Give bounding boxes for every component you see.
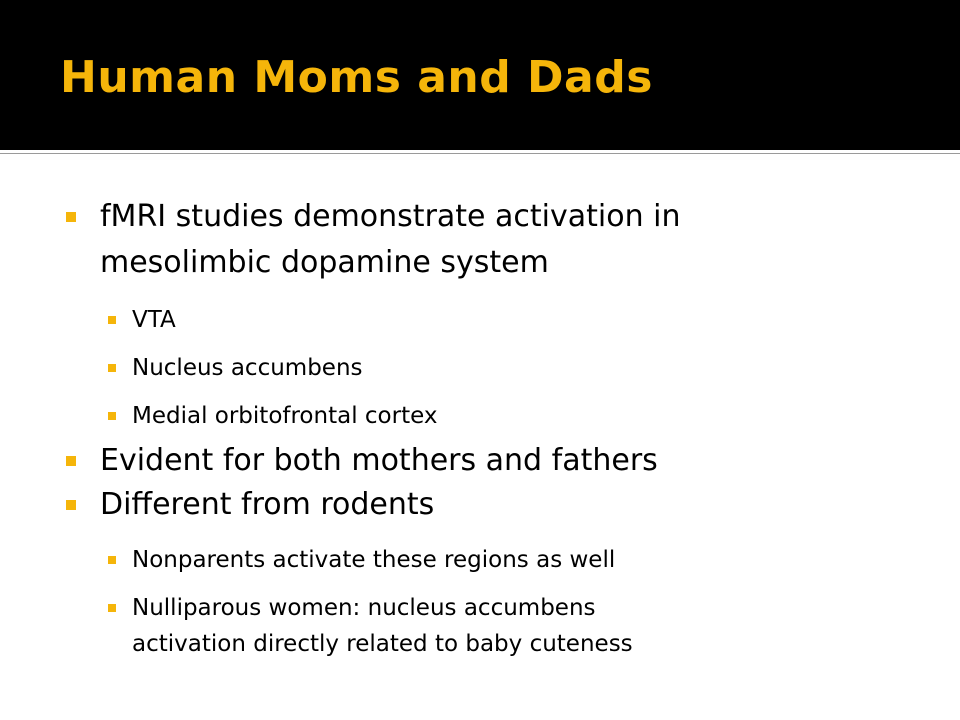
bullet-square-icon <box>66 456 76 466</box>
bullet-text-line: mesolimbic dopamine system <box>100 245 549 280</box>
bullet-text-line: Evident for both mothers and fathers <box>100 443 658 478</box>
bullet-text-line: Different from rodents <box>100 487 435 522</box>
bullet-text-line: Nucleus accumbens <box>132 355 363 381</box>
bullet-square-icon <box>108 604 116 612</box>
bullet-square-icon <box>108 556 116 564</box>
bullet-square-icon <box>108 316 116 324</box>
bullet-square-icon <box>66 212 76 222</box>
bullet-text-line: activation directly related to baby cuteness <box>132 631 633 657</box>
bullet-text-line: Nonparents activate these regions as well <box>132 547 616 573</box>
bullet-square-icon <box>108 412 116 420</box>
slide-title: Human Moms and Dads <box>60 52 653 103</box>
slide-content <box>0 158 960 720</box>
title-band <box>0 0 960 150</box>
bullet-square-icon <box>66 500 76 510</box>
bullet-text-line: Medial orbitofrontal cortex <box>132 403 438 429</box>
bullet-text-line: fMRI studies demonstrate activation in <box>100 199 681 234</box>
title-divider <box>0 150 960 158</box>
bullet-square-icon <box>108 364 116 372</box>
bullet-text-line: Nulliparous women: nucleus accumbens <box>132 595 596 621</box>
bullet-text-line: VTA <box>132 307 176 333</box>
